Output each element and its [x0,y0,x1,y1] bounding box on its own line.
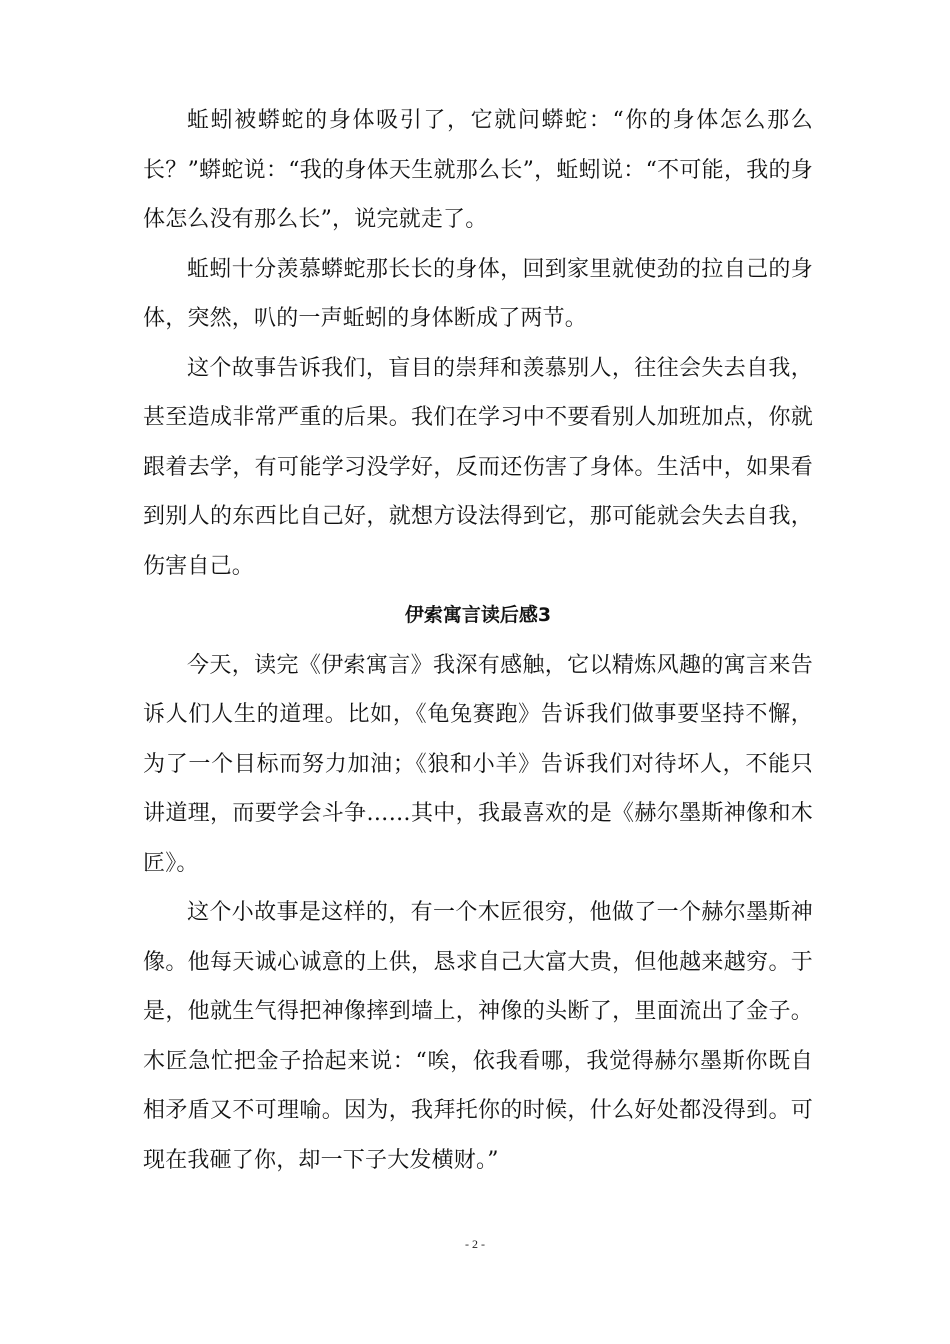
document-body [143,96,813,1185]
paragraph: 这个故事告诉我们，盲目的崇拜和羡慕别人，往往会失去自我，甚至造成非常严重的后果。我们在学习中不要看别人加班加点，你就跟着去学，有可能学习没学好，反而还伤害了身体。生活中，如果看到别人的东西比自己好，就想方设法得到它，那可能就会失去自我，伤害自己。 [143,355,813,579]
paragraph: 这个小故事是这样的，有一个木匠很穷，他做了一个赫尔墨斯神像。他每天诚心诚意的上供，恳求自己大富大贵，但他越来越穷。于是，他就生气得把神像摔到墙上，神像的头断了，里面流出了金子。木匠急忙把金子拾起来说：“唉，依我看哪，我觉得赫尔墨斯你既自相矛盾又不可理喻。因为，我拜托你的时候，什么好处都没得到。可现在我砸了你，却一下子大发横财。” [143,900,813,1173]
section-title: 伊索寓言读后感3 [404,604,552,626]
paragraph: 蚯蚓十分羡慕蟒蛇那长长的身体，回到家里就使劲的拉自己的身体，突然，叭的一声蚯蚓的身体断成了两节。 [143,256,813,331]
paragraph: 今天，读完《伊索寓言》我深有感触，它以精炼风趣的寓言来告诉人们人生的道理。比如，《龟兔赛跑》告诉我们做事要坚持不懈，为了一个目标而努力加油；《狼和小羊》告诉我们对待坏人，不能只讲道理，而要学会斗争……其中，我最喜欢的是《赫尔墨斯神像和木匠》。 [143,652,813,876]
page-number: - 2 - [465,1237,485,1251]
paragraph: 蚯蚓被蟒蛇的身体吸引了，它就问蟒蛇：“你的身体怎么那么长？”蟒蛇说：“我的身体天生就那么长”，蚯蚓说：“不可能，我的身体怎么没有那么长”，说完就走了。 [143,108,813,232]
